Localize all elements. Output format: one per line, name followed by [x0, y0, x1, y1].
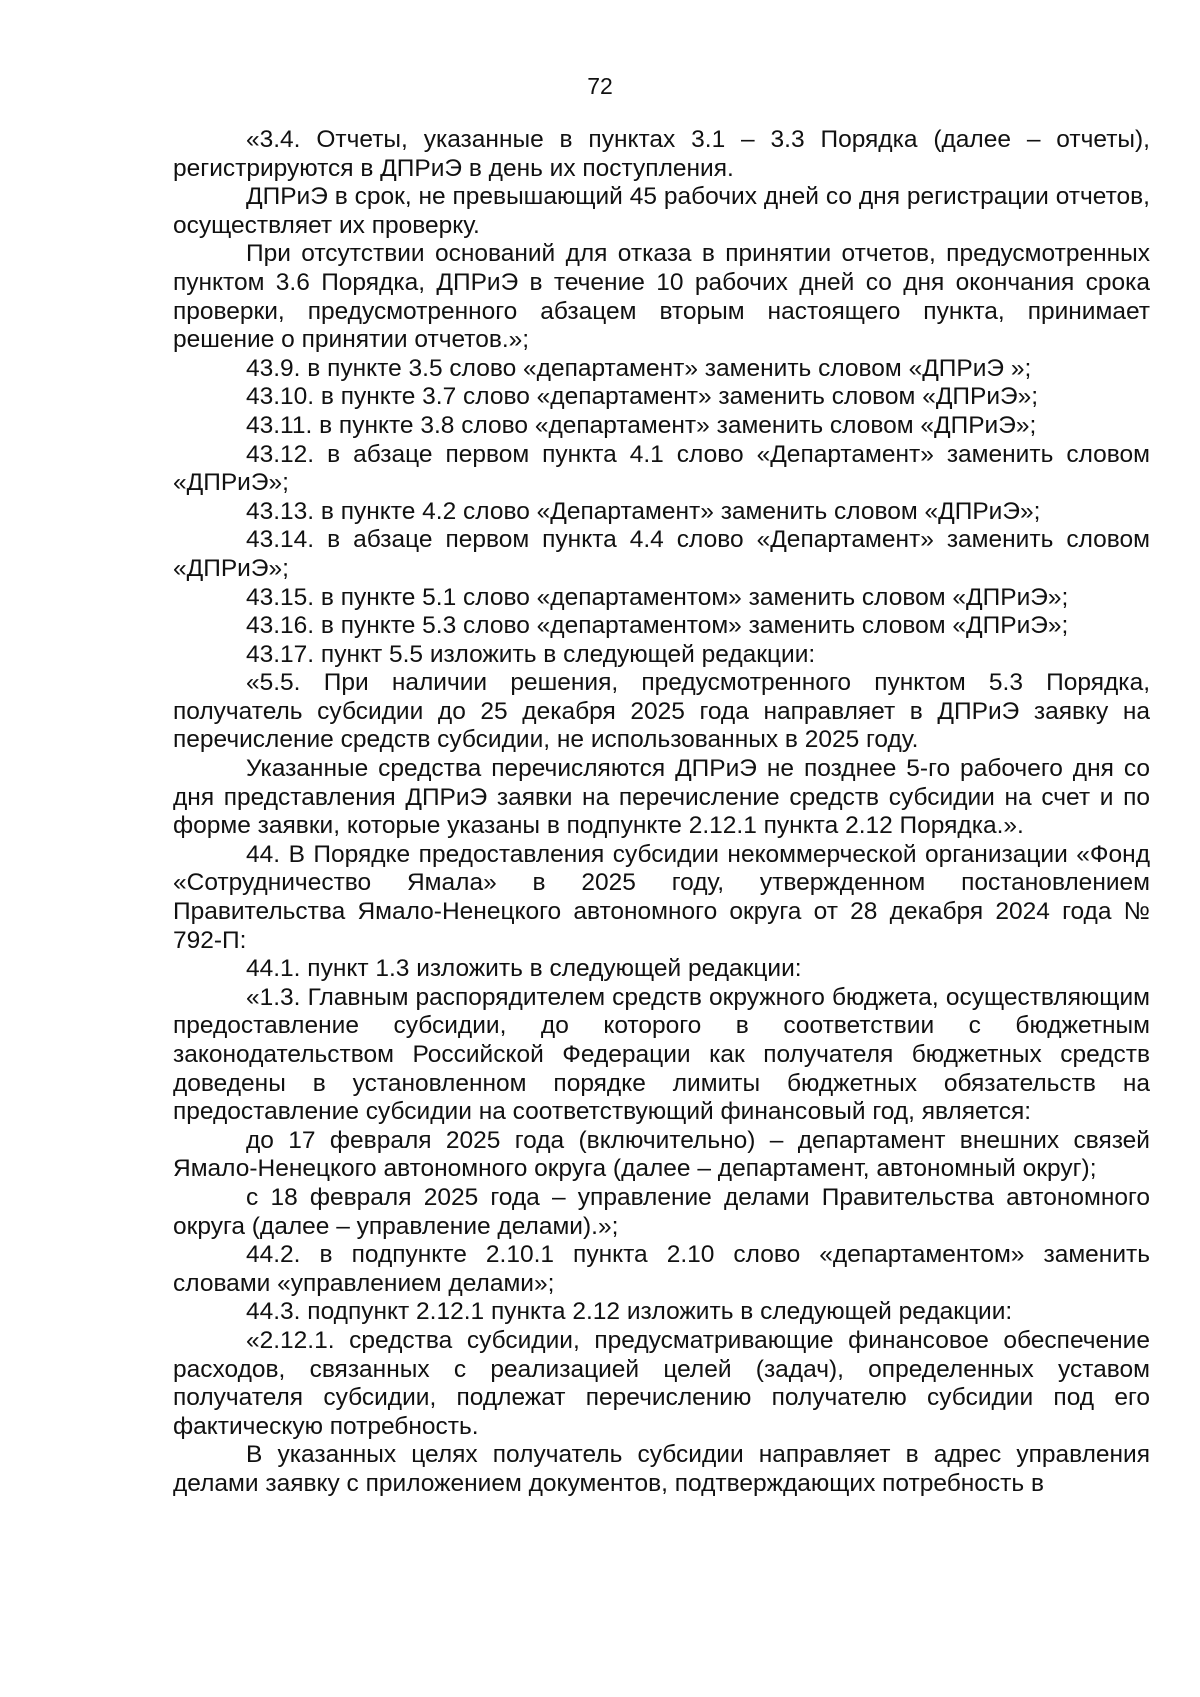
paragraph: 43.10. в пункте 3.7 слово «департамент» заменить словом «ДПРиЭ»;: [246, 383, 1039, 411]
paragraph: 43.9. в пункте 3.5 слово «департамент» заменить словом «ДПРиЭ »;: [246, 354, 1032, 382]
paragraph: «1.3. Главным распорядителем средств окружного бюджета, осуществляющим предоставление субсидии, до которого в соответствии с бюджетным законодательством Российской Федерации как получателя бюджетных средств доведены в установленном порядке лимиты бюджетных обязательств на предоставление субсидии на соответствующий финансовый год, является:: [173, 983, 1150, 1126]
paragraph: 43.17. пункт 5.5 изложить в следующей редакции:: [246, 640, 816, 668]
paragraph: 43.11. в пункте 3.8 слово «департамент» заменить словом «ДПРиЭ»;: [246, 411, 1037, 439]
paragraph: 44.1. пункт 1.3 изложить в следующей редакции:: [246, 955, 802, 983]
document-body: [173, 126, 1150, 1499]
paragraph: «3.4. Отчеты, указанные в пунктах 3.1 – 3.3 Порядка (далее – отчеты), регистрируются в ДПРиЭ в день их поступления.: [173, 126, 1150, 182]
paragraph: 43.12. в абзаце первом пункта 4.1 слово «Департамент» заменить словом «ДПРиЭ»;: [173, 440, 1150, 497]
paragraph: до 17 февраля 2025 года (включительно) – департамент внешних связей Ямало-Ненецкого автономного округа (далее – департамент, автономный округ);: [173, 1126, 1150, 1183]
paragraph: «2.12.1. средства субсидии, предусматривающие финансовое обеспечение расходов, связанных с реализацией целей (задач), определенных уставом получателя субсидии, подлежат перечислению получателю субсидии под его фактическую потребность.: [173, 1326, 1150, 1440]
paragraph: ДПРиЭ в срок, не превышающий 45 рабочих дней со дня регистрации отчетов, осуществляет их проверку.: [173, 183, 1150, 239]
paragraph: Указанные средства перечисляются ДПРиЭ не позднее 5-го рабочего дня со дня представления ДПРиЭ заявки на перечисление средств субсидии на счет и по форме заявки, которые указаны в подпункте 2.12.1 пункта 2.12 Порядка.».: [173, 755, 1150, 840]
paragraph: 44.2. в подпункте 2.10.1 пункта 2.10 слово «департаментом» заменить словами «управлением делами»;: [173, 1241, 1150, 1297]
paragraph: 44. В Порядке предоставления субсидии некоммерческой организации «Фонд «Сотрудничество Ямала» в 2025 году, утвержденном постановлением Правительства Ямало-Ненецкого автономного округа от 28 декабря 2024 года № 792-П:: [173, 840, 1150, 954]
paragraph: 43.13. в пункте 4.2 слово «Департамент» заменить словом «ДПРиЭ»;: [246, 497, 1041, 525]
paragraph: с 18 февраля 2025 года – управление делами Правительства автономного округа (далее – управление делами).»;: [173, 1183, 1150, 1240]
paragraph: В указанных целях получатель субсидии направляет в адрес управления делами заявку с приложением документов, подтверждающих потребность в: [173, 1441, 1150, 1497]
paragraph: При отсутствии оснований для отказа в принятии отчетов, предусмотренных пунктом 3.6 Порядка, ДПРиЭ в течение 10 рабочих дней со дня окончания срока проверки, предусмотренного абзацем вторым настоящего пункта, принимает решение о принятии отчетов.»;: [173, 240, 1150, 354]
paragraph: 43.15. в пункте 5.1 слово «департаментом» заменить словом «ДПРиЭ»;: [246, 583, 1069, 611]
paragraph: 44.3. подпункт 2.12.1 пункта 2.12 изложить в следующей редакции:: [246, 1298, 1013, 1326]
paragraph: 43.14. в абзаце первом пункта 4.4 слово «Департамент» заменить словом «ДПРиЭ»;: [173, 526, 1150, 582]
paragraph: 43.16. в пункте 5.3 слово «департаментом» заменить словом «ДПРиЭ»;: [246, 612, 1069, 640]
paragraph: «5.5. При наличии решения, предусмотренного пунктом 5.3 Порядка, получатель субсидии до 25 декабря 2025 года направляет в ДПРиЭ заявку на перечисление средств субсидии, не использованных в 2025 году.: [173, 669, 1150, 754]
page-number: 72: [587, 73, 613, 99]
